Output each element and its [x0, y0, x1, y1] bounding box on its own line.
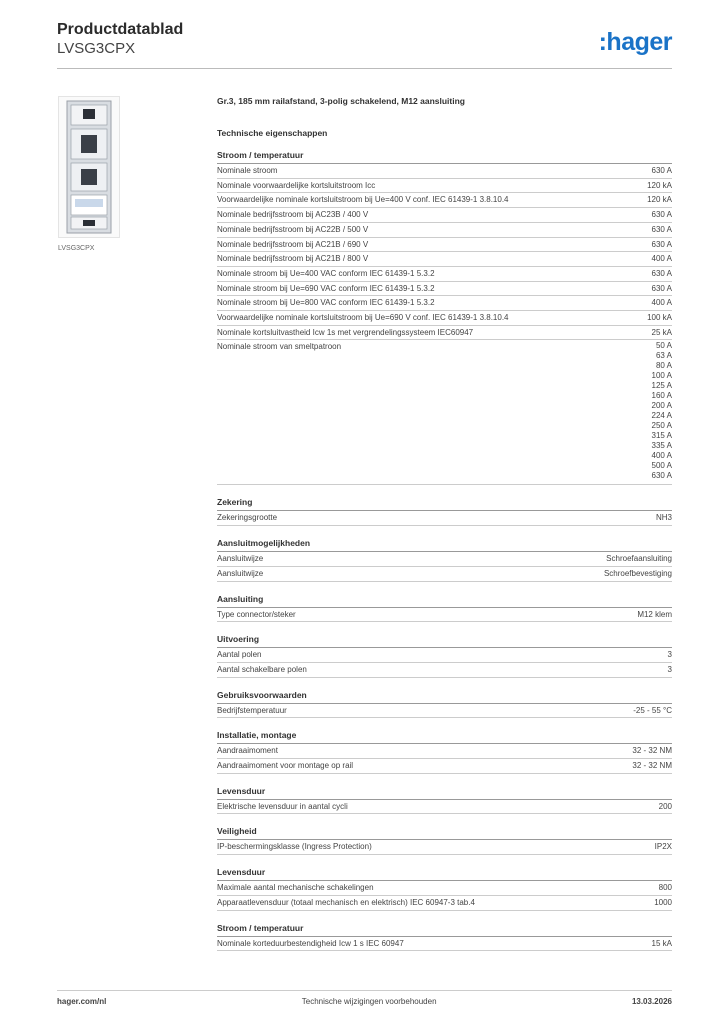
spec-row	[217, 311, 672, 326]
spec-label: Nominale stroom	[217, 166, 278, 175]
spec-value: 400 A	[651, 298, 672, 308]
section-title: Uitvoering	[217, 634, 672, 648]
document-header	[57, 20, 183, 58]
spec-value: 630 A	[651, 471, 672, 481]
section-title: Stroom / temperatuur	[217, 150, 672, 164]
section-title: Installatie, montage	[217, 730, 672, 744]
spec-label: Aandraaimoment	[217, 746, 278, 756]
spec-label: IP-beschermingsklasse (Ingress Protection)	[217, 842, 372, 852]
spec-row	[217, 179, 672, 194]
section-title: Zekering	[217, 497, 672, 511]
product-caption: LVSG3CPX	[58, 245, 95, 252]
spec-row	[217, 608, 672, 623]
section-title: Aansluitmogelijkheden	[217, 538, 672, 552]
footer-website[interactable]: hager.com/nl	[57, 997, 107, 1006]
spec-label: Aansluitwijze	[217, 568, 264, 578]
spec-value: 25 kA	[651, 327, 672, 337]
spec-value: 1000	[654, 897, 672, 907]
spec-row	[217, 326, 672, 341]
spec-value: 800	[658, 883, 672, 893]
spec-value: 250 A	[651, 421, 672, 431]
spec-label: Voorwaardelijke nominale kortsluitstroom bij Ue=690 V conf. IEC 61439-1 3.8.10.4	[217, 313, 509, 323]
spec-label: Nominale stroom bij Ue=400 VAC conform IEC 61439-1 5.3.2	[217, 268, 435, 278]
spec-value: NH3	[655, 513, 672, 523]
spec-row	[217, 252, 672, 267]
spec-value: 100 A	[651, 371, 672, 381]
spec-value: 335 A	[651, 441, 672, 451]
spec-row	[217, 704, 672, 719]
section-title: Stroom / temperatuur	[217, 923, 672, 937]
spec-value: 3	[667, 664, 672, 674]
spec-value: 80 A	[655, 361, 672, 371]
fuse-switch-illustration	[59, 97, 119, 237]
spec-row	[217, 340, 672, 485]
spec-row	[217, 238, 672, 253]
spec-value: 32 - 32 NM	[632, 761, 672, 771]
spec-row	[217, 296, 672, 311]
spec-row	[217, 193, 672, 208]
spec-value: Schroefbevestiging	[603, 568, 672, 578]
spec-value: 630 A	[651, 239, 672, 249]
spec-value: 630 A	[651, 210, 672, 220]
spec-row	[217, 267, 672, 282]
section-title: Gebruiksvoorwaarden	[217, 690, 672, 704]
section-title: Veiligheid	[217, 826, 672, 840]
spec-label: Nominale bedrijfsstroom bij AC21B / 690 V	[217, 239, 369, 249]
spec-sections	[217, 150, 672, 951]
spec-row	[217, 759, 672, 774]
spec-value: 630 A	[651, 268, 672, 278]
spec-label: Nominale stroom bij Ue=690 VAC conform IEC 61439-1 5.3.2	[217, 283, 435, 293]
spec-value: 160 A	[651, 391, 672, 401]
spec-row	[217, 567, 672, 582]
spec-label: Nominale kortsluitvastheid Icw 1s met vergrendelingssysteem IEC60947	[217, 327, 474, 337]
spec-value-list	[652, 341, 672, 481]
spec-row	[217, 223, 672, 238]
footer-date: 13.03.2026	[631, 997, 672, 1006]
spec-row	[217, 800, 672, 815]
footer-divider	[57, 990, 672, 991]
footer-disclaimer: Technische wijzigingen voorbehouden	[301, 997, 437, 1006]
spec-value: 630 A	[651, 166, 672, 175]
spec-row	[217, 881, 672, 896]
spec-value: 224 A	[651, 411, 672, 421]
spec-row	[217, 840, 672, 855]
spec-value: 630 A	[651, 224, 672, 234]
spec-value: 200	[658, 801, 672, 811]
section-title: Levensduur	[217, 786, 672, 800]
spec-label: Bedrijfstemperatuur	[217, 705, 287, 715]
spec-label: Aantal polen	[217, 650, 262, 660]
spec-row	[217, 552, 672, 567]
spec-value: 100 kA	[647, 313, 672, 323]
spec-value: 15 kA	[651, 938, 672, 948]
spec-label: Nominale korteduurbestendigheid Icw 1 s IEC 60947	[217, 938, 404, 948]
section-title: Aansluiting	[217, 594, 672, 608]
spec-value: IP2X	[654, 842, 672, 852]
spec-row	[217, 744, 672, 759]
spec-value: 630 A	[651, 283, 672, 293]
spec-label: Nominale stroom van smeltpatroon	[217, 342, 342, 352]
spec-label: Nominale voorwaardelijke kortsluitstroom Icc	[217, 180, 376, 190]
spec-value: 50 A	[655, 341, 672, 351]
spec-value: M12 klem	[637, 609, 672, 619]
hager-logo: :hager	[598, 28, 672, 56]
spec-value: 32 - 32 NM	[632, 746, 672, 756]
spec-value: 200 A	[651, 401, 672, 411]
spec-row	[217, 648, 672, 663]
specifications	[217, 92, 672, 951]
spec-row	[217, 282, 672, 297]
header-divider	[57, 68, 672, 69]
spec-value: 400 A	[651, 451, 672, 461]
spec-row	[217, 896, 672, 911]
spec-value: 120 kA	[647, 180, 672, 190]
product-code: LVSG3CPX	[57, 40, 136, 57]
spec-row	[217, 937, 672, 952]
spec-value: 400 A	[651, 254, 672, 264]
spec-label: Nominale stroom bij Ue=800 VAC conform IEC 61439-1 5.3.2	[217, 298, 435, 308]
spec-label: Aansluitwijze	[217, 554, 264, 564]
spec-label: Maximale aantal mechanische schakelingen	[217, 883, 374, 893]
spec-label: Nominale bedrijfsstroom bij AC23B / 400 V	[217, 210, 369, 220]
spec-row	[217, 208, 672, 223]
spec-value: 3	[667, 650, 672, 660]
spec-row	[217, 511, 672, 526]
spec-row	[217, 164, 672, 179]
spec-row	[217, 663, 672, 678]
spec-label: Nominale bedrijfsstroom bij AC22B / 500 V	[217, 224, 369, 234]
spec-value: 315 A	[651, 431, 672, 441]
spec-label: Apparaatlevensduur (totaal mechanisch en elektrisch) IEC 60947-3 tab.4	[217, 897, 475, 907]
spec-label: Type connector/steker	[217, 609, 296, 619]
spec-label: Elektrische levensduur in aantal cycli	[217, 801, 348, 811]
document-footer	[57, 997, 672, 1006]
spec-label: Aandraaimoment voor montage op rail	[217, 761, 354, 771]
spec-label: Zekeringsgrootte	[217, 513, 278, 523]
spec-value: 120 kA	[647, 195, 672, 205]
spec-label: Voorwaardelijke nominale kortsluitstroom bij Ue=400 V conf. IEC 61439-1 3.8.10.4	[217, 195, 509, 205]
spec-label: Nominale bedrijfsstroom bij AC21B / 800 V	[217, 254, 369, 264]
spec-value: 500 A	[651, 461, 672, 471]
spec-value: Schroefaansluiting	[606, 554, 672, 564]
spec-label: Aantal schakelbare polen	[217, 664, 307, 674]
page-title: Productdatablad	[57, 21, 184, 38]
spec-value: 125 A	[651, 381, 672, 391]
product-image	[58, 96, 120, 238]
spec-value: 63 A	[655, 351, 672, 361]
tech-heading: Technische eigenschappen	[217, 128, 328, 138]
section-title: Levensduur	[217, 867, 672, 881]
spec-value: -25 - 55 °C	[633, 705, 672, 715]
product-description: Gr.3, 185 mm railafstand, 3-polig schakelend, M12 aansluiting	[217, 96, 465, 106]
